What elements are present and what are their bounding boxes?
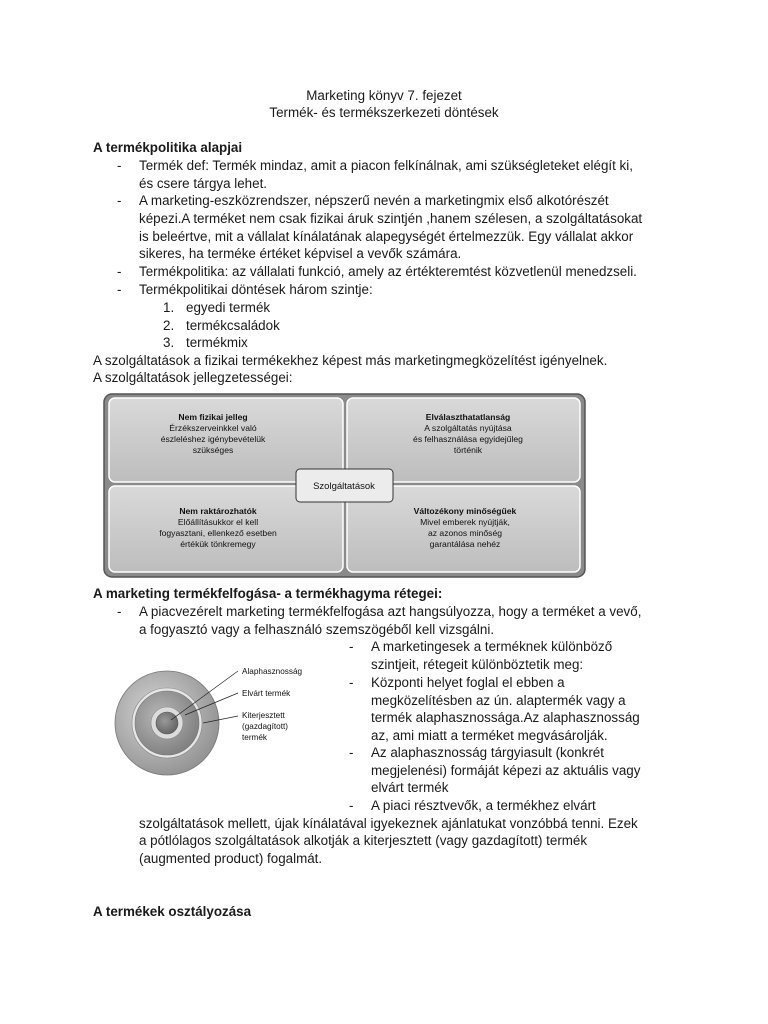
quadrant-text: garantálása nehéz [429,539,501,549]
bullet-termekpolitika: Termékpolitika: az vállalati funkció, amely az értékteremtést közvetlenül menedzseli. [139,264,637,279]
bullet-dash: - [117,282,122,297]
product-onion-diagram [113,660,313,780]
bullet-marketingmix-cont: sikeres, ha terméke értéket képvisel a vevők számára. [139,246,462,261]
onion-label-augmented: Kiterjesztett [242,711,285,720]
bullet-termek-def: Termék def: Termék mindaz, amit a piacon felkínálnak, ami szükségleteket elégít ki, [139,158,633,173]
bullet-kiterjesztett-cont: szolgáltatások mellett, újak kínálatával igyekeznek ajánlatukat vonzóbbá tenni. Ezek [139,816,638,831]
bullet-alaptermek: Központi helyet foglal el ebben a [371,675,565,690]
bullet-elvart-termek: Az alaphasznosság tárgyiasult (konkrét [371,745,604,760]
section-heading-termekhagyma: A marketing termékfelfogása- a termékhagyma rétegei: [93,586,443,601]
bullet-kiterjesztett-cont: (augmented product) fogalmát. [139,851,323,866]
document-title: Marketing könyv 7. fejezet [306,88,462,103]
bullet-piacvezerelt: A piacvezérelt marketing termékfelfogása azt hangsúlyozza, hogy a terméket a vevő, [139,604,642,619]
list-number: 2. [163,318,175,333]
bullet-alaptermek-cont: az, ami miatt a terméket megvásárolják. [371,728,608,743]
quadrant-text: Mivel emberek nyújtják, [420,517,510,527]
quadrant-text: az azonos minőség [427,528,503,538]
quadrant-text: észleléshez igénybevételük [160,434,266,444]
bullet-szintek: A marketingesek a terméknek különböző [371,639,613,654]
onion-label-expected: Elvárt termék [242,689,291,698]
bullet-dontesek: Termékpolitikai döntések három szintje: [139,282,373,297]
list-item: termékmix [186,335,248,350]
quadrant-text: és felhasználása egyidejűleg [413,434,523,444]
bullet-dash: - [349,798,354,813]
bullet-dash: - [349,639,354,654]
bullet-dash: - [117,158,122,173]
bullet-marketingmix-cont: is beleértve, mit a vállalat kínálatának alapegységét értelmezzük. Egy vállalat akkor [139,229,634,244]
bullet-marketingmix-cont: képezi.A terméket nem csak fizikai áruk szintjén ,hanem szélesen, a szolgáltatásokat [139,211,643,226]
quadrant-title: Nem raktározhatók [179,506,257,516]
bullet-elvart-termek-cont: elvárt termék [371,780,449,795]
bullet-marketingmix: A marketing-eszközrendszer, népszerű nevén a marketingmix első alkotórészét [139,193,609,208]
quadrant-text: A szolgáltatás nyújtása [424,423,512,433]
list-item: termékcsaládok [186,318,280,333]
section-heading-osztalyozas: A termékek osztályozása [93,904,252,919]
bullet-termek-def-cont: és csere tárgya lehet. [139,176,268,191]
quadrant-text: értékük tönkremegy [180,539,256,549]
quadrant-title: Változékony minőségűek [413,506,517,516]
bullet-elvart-termek-cont: megjelenési) formáját képezi az aktuális vagy [371,763,641,778]
onion-label-core: Alaphasznosság [242,667,303,676]
bullet-alaptermek-cont: megközelítésben az ún. alaptermék vagy a [371,693,626,708]
bullet-alaptermek-cont: termék alaphasznossága.Az alaphasznosság [371,710,640,725]
section-heading-termekpolitika: A termékpolitika alapjai [93,140,243,155]
bullet-kiterjesztett-cont: a pótlólagos szolgáltatások alkotják a kiterjesztett (vagy gazdagított) termék [139,833,588,848]
bullet-szintek-cont: szintjeit, rétegeit különböztetik meg: [371,657,584,672]
center-label: Szolgáltatások [313,481,375,492]
bullet-kiterjesztett: A piaci résztvevők, a termékhez elvárt [371,798,596,813]
paragraph-jellegzetessegek: A szolgáltatások jellegzetességei: [93,370,293,385]
quadrant-text: fogyasztani, ellenkező esetben [159,528,277,538]
quadrant-text: szükséges [192,445,234,455]
services-characteristics-diagram [103,393,586,578]
paragraph-szolgaltatasok: A szolgáltatások a fizikai termékekhez képest más marketingmegközelítést igényelnek. [93,353,608,368]
onion-label-augmented: (gazdagított) [242,722,288,731]
list-number: 1. [163,300,175,315]
quadrant-text: Előállításukkor el kell [177,517,259,527]
bullet-dash: - [117,264,122,279]
quadrant-text: történik [453,445,483,455]
quadrant-text: Érzékszerveinkkel való [169,423,257,433]
document-subtitle: Termék- és termékszerkezeti döntések [269,105,499,120]
quadrant-title: Elválaszthatatlanság [425,412,511,422]
list-item: egyedi termék [186,300,271,315]
quadrant-title: Nem fizikai jelleg [178,412,248,422]
bullet-dash: - [117,193,122,208]
bullet-dash: - [349,745,354,760]
list-number: 3. [163,335,175,350]
bullet-piacvezerelt-cont: a fogyasztó vagy a felhasználó szemszögéből kell vizsgálni. [139,622,495,637]
bullet-dash: - [117,604,122,619]
onion-layer-core [156,712,178,734]
onion-label-augmented: termék [242,733,268,742]
bullet-dash: - [349,675,354,690]
